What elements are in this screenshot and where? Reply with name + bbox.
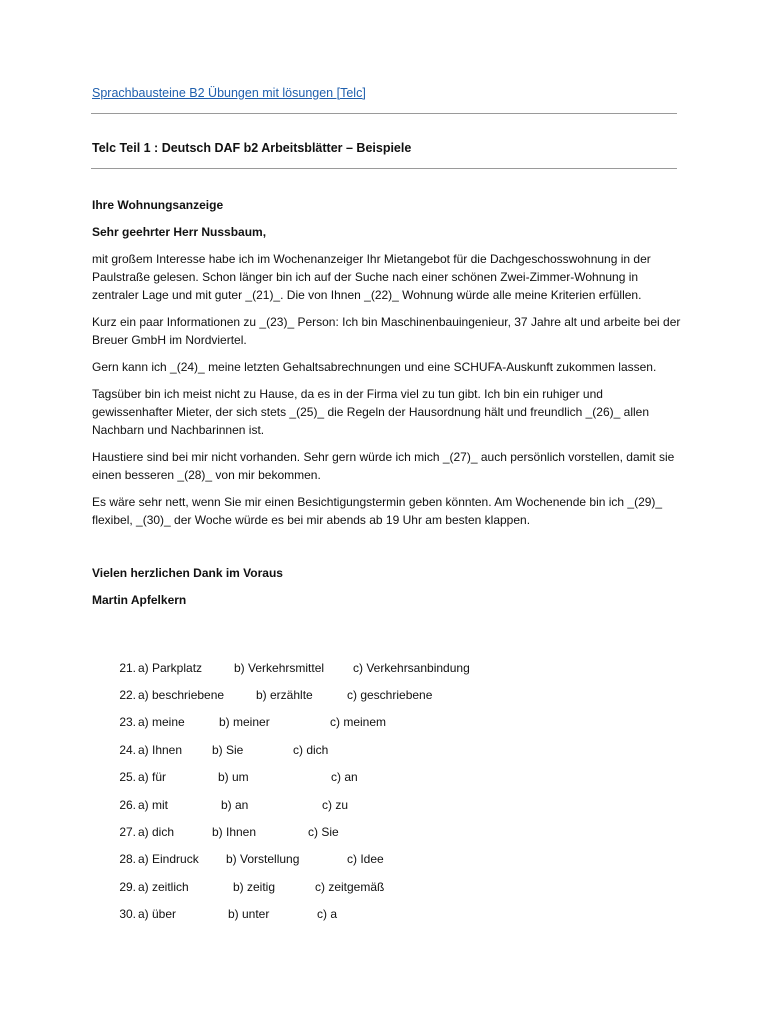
title-link[interactable]: Sprachbausteine B2 Übungen mit lösungen [Telc] — [92, 86, 366, 100]
option-row — [92, 736, 470, 763]
answer-options-list — [92, 654, 470, 928]
option-a: a) für — [138, 770, 167, 785]
option-number: 29. — [119, 879, 136, 894]
option-a: a) zeitlich — [138, 879, 189, 894]
letter-closing: Vielen herzlichen Dank im Voraus — [92, 566, 283, 580]
option-row — [92, 709, 470, 736]
letter-signature: Martin Apfelkern — [92, 593, 187, 607]
option-c: c) a — [317, 907, 338, 922]
page-subtitle: Telc Teil 1 : Deutsch DAF b2 Arbeitsblätter – Beispiele — [92, 141, 412, 155]
option-c: c) Verkehrsanbindung — [353, 660, 470, 675]
option-number: 25. — [119, 770, 136, 785]
divider-bottom — [91, 168, 677, 169]
letter-paragraph: Haustiere sind bei mir nicht vorhanden. Sehr gern würde ich mich _(27)_ auch persönlich vorstellen, damit sie einen besseren _(28)_ von mir bekommen. — [92, 450, 675, 482]
option-number: 28. — [119, 852, 136, 867]
option-c: c) Idee — [347, 852, 384, 867]
option-b: b) meiner — [219, 715, 270, 730]
option-c: c) meinem — [330, 715, 387, 730]
letter-body — [92, 196, 682, 618]
option-a: a) über — [138, 907, 177, 922]
divider-top — [91, 113, 677, 114]
letter-paragraph: mit großem Interesse habe ich im Wochenanzeiger Ihr Mietangebot für die Dachgeschosswohnung in der Paulstraße gelesen. Schon länger bin ich auf der Suche nach einer schönen Zwei-Zimmer-Wohnung in zentraler Lage und mit guter _(21)_. Die von Ihnen _(22)_ Wohnung würde alle meine Kriterien erfüllen. — [92, 252, 651, 302]
option-number: 30. — [119, 907, 136, 922]
option-row — [92, 873, 470, 900]
letter-paragraph: Tagsüber bin ich meist nicht zu Hause, da es in der Firma viel zu tun gibt. Ich bin ein ruhiger und gewissenhafter Mieter, der sich stets _(25)_ die Regeln der Hausordnung hält und freundlich _(26)_ allen Nachbarn und Nachbarinnen ist. — [92, 387, 649, 437]
option-b: b) Ihnen — [212, 825, 257, 840]
option-c: c) an — [331, 770, 358, 785]
option-b: b) an — [221, 797, 249, 812]
option-row — [92, 791, 470, 818]
option-a: a) dich — [138, 825, 175, 840]
option-a: a) Eindruck — [138, 852, 199, 867]
option-c: c) dich — [293, 742, 329, 757]
option-a: a) beschriebene — [138, 688, 225, 703]
option-b: b) zeitig — [233, 879, 276, 894]
option-row — [92, 846, 470, 873]
letter-paragraph: Es wäre sehr nett, wenn Sie mir einen Besichtigungstermin geben könnten. Am Wochenende bin ich _(29)_ flexibel, _(30)_ der Woche würde es bei mir abends ab 19 Uhr am besten klappen. — [92, 495, 663, 527]
letter-paragraph: Gern kann ich _(24)_ meine letzten Gehaltsabrechnungen und eine SCHUFA-Auskunft zukommen lassen. — [92, 360, 657, 374]
option-a: a) mit — [138, 797, 168, 812]
option-row — [92, 901, 470, 928]
option-b: b) unter — [228, 907, 270, 922]
option-a: a) Parkplatz — [138, 660, 203, 675]
option-number: 24. — [119, 742, 136, 757]
letter-heading: Ihre Wohnungsanzeige — [92, 198, 224, 212]
option-number: 22. — [119, 688, 136, 703]
option-number: 23. — [119, 715, 136, 730]
option-b: b) Sie — [212, 742, 244, 757]
option-number: 26. — [119, 797, 136, 812]
option-c: c) geschriebene — [347, 688, 433, 703]
option-c: c) zeitgemäß — [315, 879, 385, 894]
option-number: 27. — [119, 825, 136, 840]
option-c: c) zu — [322, 797, 349, 812]
option-b: b) erzählte — [256, 688, 313, 703]
option-b: b) um — [218, 770, 249, 785]
letter-paragraph: Kurz ein paar Informationen zu _(23)_ Person: Ich bin Maschinenbauingenieur, 37 Jahre alt und arbeite bei der Breuer GmbH im Nordviertel. — [92, 315, 681, 347]
option-a: a) meine — [138, 715, 185, 730]
option-number: 21. — [119, 660, 136, 675]
option-row — [92, 681, 470, 708]
option-b: b) Verkehrsmittel — [234, 660, 325, 675]
option-b: b) Vorstellung — [226, 852, 300, 867]
option-a: a) Ihnen — [138, 742, 183, 757]
option-row — [92, 764, 470, 791]
option-c: c) Sie — [308, 825, 339, 840]
option-row — [92, 654, 470, 681]
option-row — [92, 818, 470, 845]
letter-salutation: Sehr geehrter Herr Nussbaum, — [92, 225, 267, 239]
